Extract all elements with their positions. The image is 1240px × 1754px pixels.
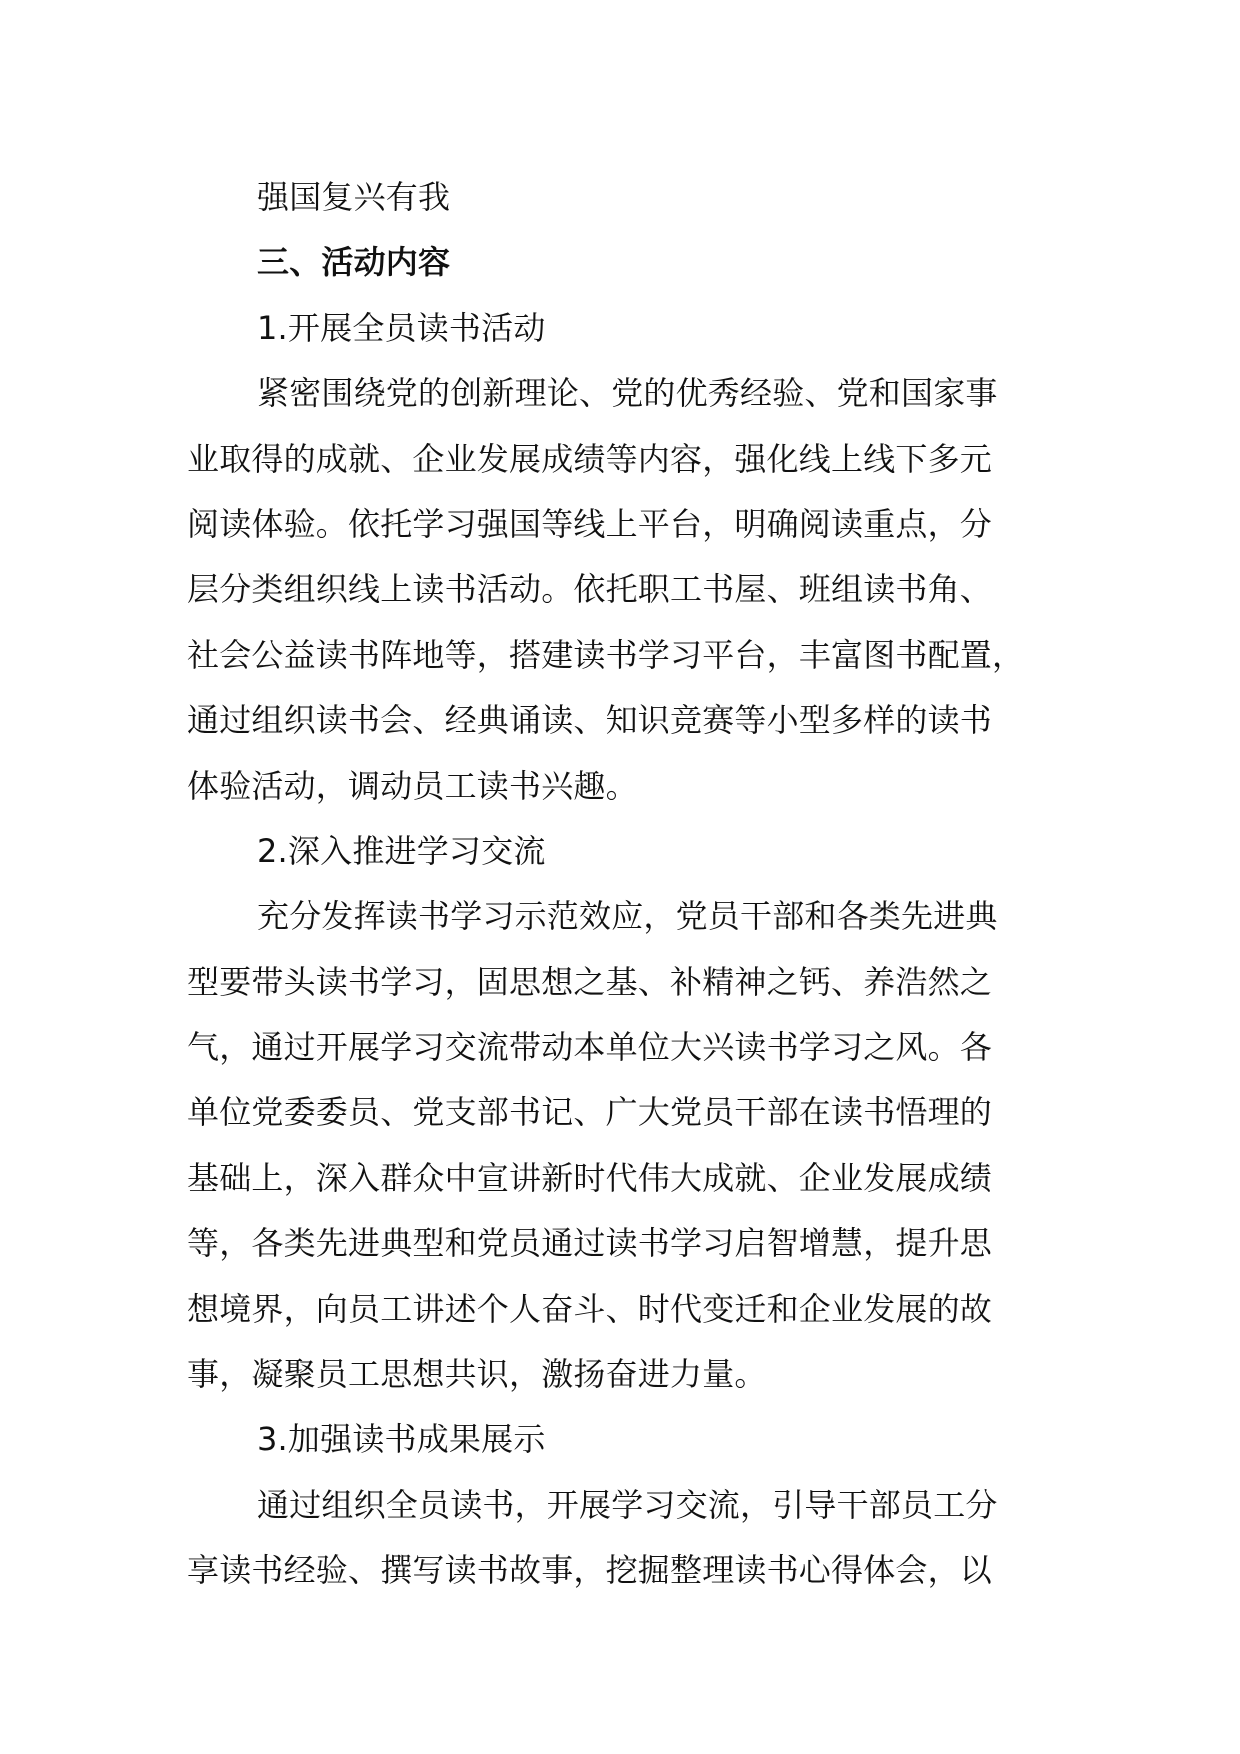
subheading-learning-exchange: 2.深入推进学习交流 (257, 831, 546, 870)
slogan-line: 强国复兴有我 (257, 178, 451, 216)
paragraph-line: 想境界，向员工讲述个人奋斗、时代变迁和企业发展的故 (187, 1289, 993, 1328)
paragraph-line: 享读书经验、撰写读书故事，挖掘整理读书心得体会，以 (187, 1551, 993, 1590)
paragraph-line: 阅读体验。依托学习强国等线上平台，明确阅读重点，分 (187, 504, 993, 543)
paragraph-line: 社会公益读书阵地等，搭建读书学习平台，丰富图书配置， (187, 635, 1025, 674)
paragraph-line: 单位党委委员、党支部书记、广大党员干部在读书悟理的 (187, 1093, 993, 1132)
paragraph-line: 等，各类先进典型和党员通过读书学习启智增慧，提升思 (187, 1224, 993, 1263)
paragraph-line: 充分发挥读书学习示范效应，党员干部和各类先进典 (257, 897, 998, 936)
paragraph-line: 事，凝聚员工思想共识，激扬奋进力量。 (187, 1355, 767, 1394)
subheading-reading-activity: 1.开展全员读书活动 (257, 308, 546, 347)
paragraph-line: 体验活动，调动员工读书兴趣。 (187, 766, 638, 805)
subheading-results-display: 3.加强读书成果展示 (257, 1420, 546, 1459)
paragraph-line: 型要带头读书学习，固思想之基、补精神之钙、养浩然之 (187, 962, 993, 1001)
paragraph-line: 气，通过开展学习交流带动本单位大兴读书学习之风。各 (187, 1028, 993, 1067)
paragraph-line: 层分类组织线上读书活动。依托职工书屋、班组读书角、 (187, 570, 993, 609)
paragraph-line: 通过组织全员读书，开展学习交流，引导干部员工分 (257, 1485, 998, 1524)
section-heading-activity-content: 三、活动内容 (257, 243, 451, 282)
paragraph-line: 通过组织读书会、经典诵读、知识竞赛等小型多样的读书 (187, 701, 993, 740)
paragraph-line: 基础上，深入群众中宣讲新时代伟大成就、企业发展成绩 (187, 1158, 993, 1197)
paragraph-line: 紧密围绕党的创新理论、党的优秀经验、党和国家事 (257, 374, 998, 413)
paragraph-line: 业取得的成就、企业发展成绩等内容，强化线上线下多元 (187, 439, 993, 478)
document-body (187, 165, 1067, 1604)
